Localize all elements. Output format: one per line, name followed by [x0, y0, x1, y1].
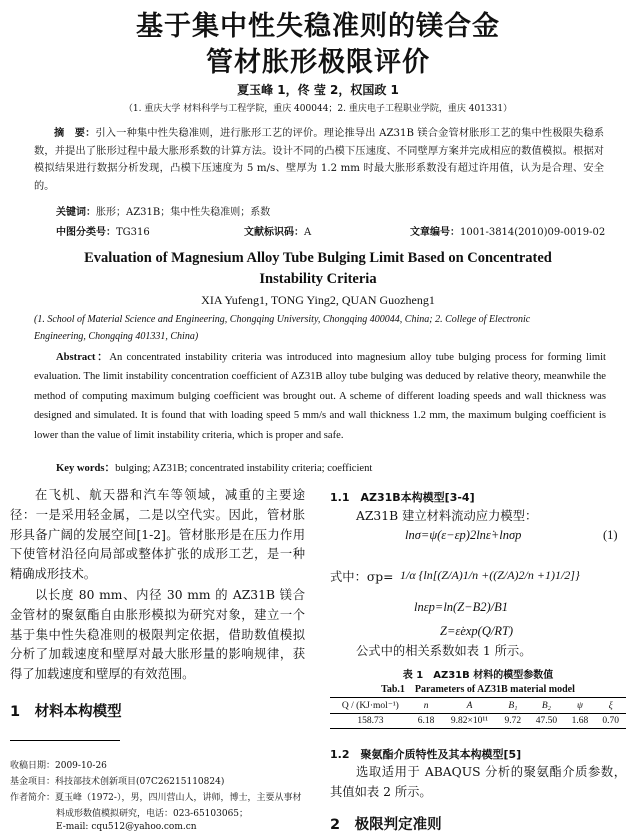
subsection-1-2-text: 选取适用于 ABAQUS 分析的聚氨酯介质参数，其值如表 2 所示。 [330, 765, 626, 799]
subsection-1-1-text: AZ31B 建立材料流动应力模型： [356, 509, 538, 523]
table-header-cell: B₂ [541, 700, 551, 711]
table-cell: 47.50 [535, 716, 558, 726]
affiliations-cn: （1. 重庆大学 材料科学与工程学院，重庆 400044；2. 重庆电子工程职业学院，重庆 401331） [123, 104, 513, 114]
intro-paragraph-1: 在飞机、航天器和汽车等领域，减重的主要途径：一是采用轻金属，二是以空代实。因此，管材胀形具备广阔的发展空间[1-2]。管材胀形是在压力作用下使管材沿径向局部或整体扩张的成形工艺，是一种精确成形技术。 [10, 488, 305, 582]
table-header-cell: ξ [608, 700, 613, 711]
keywords-en: Key words：bulging; AZ31B; concentrated instability criteria; coefficient [56, 463, 373, 474]
table-header-cell: Q / (KJ·mol⁻¹) [341, 701, 399, 711]
affiliation-en-1: (1. School of Material Science and Engineering, Chongqing University, Chongqing 400044, China; 2. College of Electronic [34, 314, 531, 325]
table-cell: 9.72 [504, 716, 522, 726]
table-1 [330, 697, 626, 729]
article-number: 文章编号：1001-3814(2010)09-0019-02 [410, 227, 606, 238]
section-2-heading: 2 极限判定准则 [330, 817, 442, 833]
footnote-received: 收稿日期：2009-10-26 [10, 761, 107, 771]
footnote-fund: 基金项目：科技部技术创新项目(07C26215110824) [10, 777, 225, 787]
subsection-1-1: 1.1 AZ31B本构模型[3-4] [330, 491, 475, 504]
equation-3: lnεp=ln(Z−B2)/B1 [414, 600, 509, 614]
abstract-cn-text: 引入一种集中性失稳准则，进行胀形工艺的评价。理论推导出 AZ31B 镁合金管材胀形工艺的集中性极限失稳系数，并提出了胀形过程中最大胀形系数的计算方法。设计不同的凸模下压速度、不同壁厚方案并完成相应的数值模拟。根据对模拟结果进行数据分析发现，凸模下压速度为 5 m/s、壁厚为 1.2 mm 时最大胀形系数没有超过许用值，认为是合理、安全的。 [34, 128, 605, 192]
section-1-heading: 1 材料本构模型 [10, 704, 122, 720]
equation-1-number: (1) [603, 528, 618, 542]
affiliation-en-2: Engineering, Chongqing 401331, China) [34, 331, 199, 342]
equation-2-prefix: 式中：σp= [330, 570, 394, 584]
formula-note: 公式中的相关系数如表 1 所示。 [356, 644, 532, 658]
abstract-cn [34, 125, 604, 195]
footnote-rule [10, 740, 120, 741]
title-line-1: 基于集中性失稳准则的镁合金 [136, 11, 500, 42]
table-cell: 0.70 [602, 716, 619, 726]
subsection-1-2: 1.2 聚氨酯介质特性及其本构模型[5] [330, 748, 522, 761]
footnote-author-1: 作者简介：夏玉峰（1972-），男，四川营山人，讲师，博士，主要从事材 [10, 793, 302, 803]
intro-paragraph-2: 以长度 80 mm、内径 30 mm 的 AZ31B 镁合金管材的聚氨酯自由胀形模拟为研究对象，建立一个基于集中性失稳准则的极限判定依据，借助数值模拟分析了加载速度和壁厚对最大胀形量的影响规律，获得了加载速度和壁厚的有效范围。 [10, 588, 305, 682]
table-row [330, 714, 626, 729]
footnote-author-2: 料成形数值模拟研究，电话：023-65103065； [56, 809, 249, 819]
keywords-cn: 关键词：胀形；AZ31B；集中性失稳准则；系数 [56, 207, 271, 218]
abstract-cn-label: 摘 要： [54, 128, 96, 139]
equation-1: lnσ=ψ(ε−εp)2lnε̇+lnσp [405, 528, 522, 542]
table-1-caption-en: Tab.1 Parameters of AZ31B material model [381, 684, 575, 695]
table-header-cell: B₁ [508, 700, 518, 711]
title-en-line-1: Evaluation of Magnesium Alloy Tube Bulging Limit Based on Concentrated [84, 250, 552, 266]
title-line-2: 管材胀形极限评价 [206, 47, 430, 78]
footnote-email: E-mail: cqu512@yahoo.com.cn [56, 822, 197, 832]
table-cell: 6.18 [417, 716, 435, 726]
table-header-row [330, 698, 626, 714]
table-1-caption-cn: 表 1 AZ31B 材料的模型参数值 [402, 670, 554, 681]
table-header-cell: n [423, 700, 429, 711]
equation-4: Z=ε̇exp(Q/RT) [440, 624, 514, 638]
abstract-en-text: An concentrated instability criteria was introduced into magnesium alloy tube bulging process for forming limit evaluation. The limit instability concentration coefficient of AZ31B alloy tube bulging was deduced by relative theory, meanwhile the method of computing maximum bulging coefficient was brought out. A scheme of different loading speeds and wall thickness was designed and simulated. It is found that with loading speed 5 mm/s and wall thickness 1.2 mm, the maximum bulging coefficient is lower than the value of limit instability criteria, which is proper and safe. [34, 352, 606, 441]
abstract-en [34, 348, 606, 445]
table-header-cell: A [466, 700, 473, 711]
authors-cn: 夏玉峰 1，佟 莹 2，权国政 1 [237, 83, 399, 97]
table-cell: 1.68 [571, 716, 589, 726]
abstract-en-label: Abstract： [56, 352, 110, 363]
document-code: 文献标识码：A [244, 227, 312, 238]
title-en-line-2: Instability Criteria [259, 271, 377, 287]
authors-en: XIA Yufeng1, TONG Ying2, QUAN Guozheng1 [201, 293, 435, 307]
equation-2: 1/α {ln[(Z/A)1/n +((Z/A)2/n +1)1/2]} [400, 568, 580, 582]
table-cell: 158.73 [357, 716, 384, 726]
table-header-cell: ψ [577, 700, 583, 711]
table-cell: 9.82×10¹¹ [450, 716, 489, 726]
clc-number: 中图分类号：TG316 [56, 227, 150, 238]
